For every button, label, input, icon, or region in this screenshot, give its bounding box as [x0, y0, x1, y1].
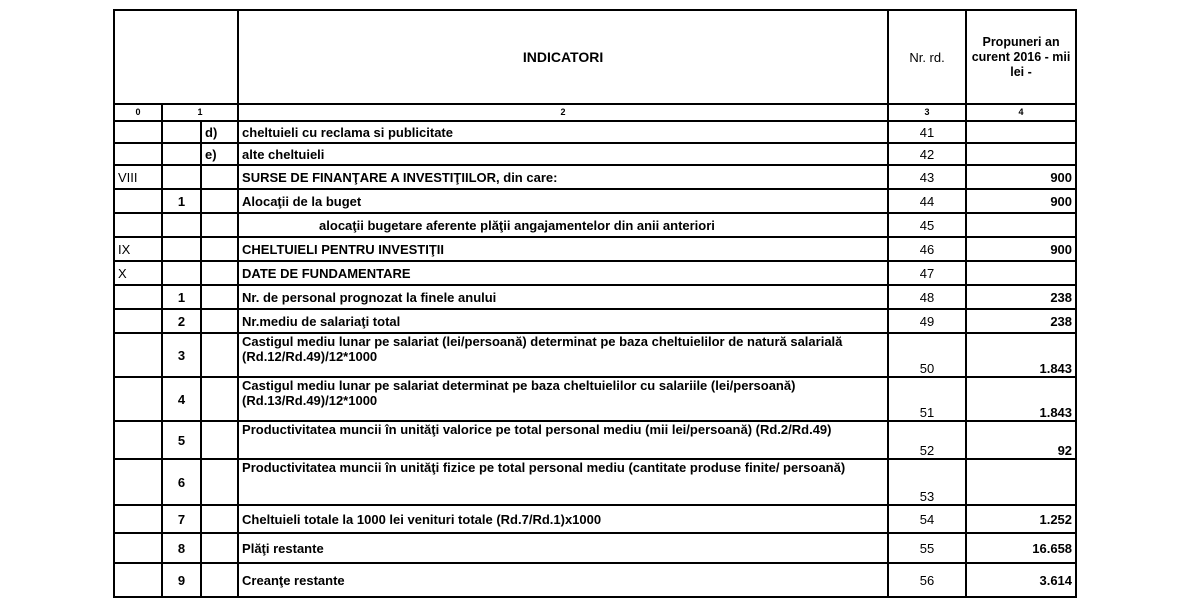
row-value: 1.252: [966, 505, 1076, 533]
table-row: [114, 213, 1076, 237]
table-row: [114, 377, 1076, 421]
row-indicator: DATE DE FUNDAMENTARE: [238, 261, 888, 285]
row-number: [162, 237, 201, 261]
column-number: 4: [966, 104, 1076, 121]
row-letter: [201, 377, 238, 421]
table-row: [114, 285, 1076, 309]
row-number: [162, 213, 201, 237]
row-nr-rd: 54: [888, 505, 966, 533]
row-indicator: alte cheltuieli: [238, 143, 888, 165]
row-number: 9: [162, 563, 201, 597]
row-chapter: [114, 143, 162, 165]
row-value: 900: [966, 165, 1076, 189]
table-row: [114, 165, 1076, 189]
row-nr-rd: 43: [888, 165, 966, 189]
row-indicator: Nr.mediu de salariaţi total: [238, 309, 888, 333]
row-indicator: Nr. de personal prognozat la finele anului: [238, 285, 888, 309]
row-indicator: Productivitatea muncii în unităţi valorice pe total personal mediu (mii lei/persoană) (Rd.2/Rd.49): [238, 421, 888, 459]
row-number: 2: [162, 309, 201, 333]
row-chapter: [114, 309, 162, 333]
row-indicator: Alocaţii de la buget: [238, 189, 888, 213]
table-row: [114, 563, 1076, 597]
row-chapter: IX: [114, 237, 162, 261]
table-row: [114, 189, 1076, 213]
row-indicator: cheltuieli cu reclama si publicitate: [238, 121, 888, 143]
row-indicator: Cheltuieli totale la 1000 lei venituri totale (Rd.7/Rd.1)x1000: [238, 505, 888, 533]
row-value: 3.614: [966, 563, 1076, 597]
header-propuneri: Propuneri an curent 2016 - mii lei -: [966, 10, 1076, 104]
column-number: 0: [114, 104, 162, 121]
row-nr-rd: 45: [888, 213, 966, 237]
row-chapter: [114, 285, 162, 309]
table-row: [114, 309, 1076, 333]
row-value: [966, 261, 1076, 285]
row-number: 5: [162, 421, 201, 459]
row-chapter: [114, 189, 162, 213]
header-nr-rd: Nr. rd.: [888, 10, 966, 104]
row-letter: d): [201, 121, 238, 143]
row-letter: [201, 309, 238, 333]
row-chapter: [114, 333, 162, 377]
row-letter: [201, 421, 238, 459]
header-blank-cell: [114, 10, 238, 104]
row-number: [162, 165, 201, 189]
row-letter: [201, 237, 238, 261]
row-value: 238: [966, 309, 1076, 333]
row-nr-rd: 48: [888, 285, 966, 309]
row-nr-rd: 50: [888, 333, 966, 377]
row-value: [966, 143, 1076, 165]
row-number: [162, 121, 201, 143]
row-number: [162, 143, 201, 165]
row-chapter: [114, 459, 162, 505]
row-letter: [201, 261, 238, 285]
row-letter: [201, 189, 238, 213]
row-value: [966, 459, 1076, 505]
row-nr-rd: 55: [888, 533, 966, 563]
row-nr-rd: 46: [888, 237, 966, 261]
row-chapter: [114, 421, 162, 459]
row-nr-rd: 42: [888, 143, 966, 165]
column-number: 1: [162, 104, 238, 121]
table-row: [114, 143, 1076, 165]
row-indicator: Plăţi restante: [238, 533, 888, 563]
row-indicator: CHELTUIELI PENTRU INVESTIŢII: [238, 237, 888, 261]
row-chapter: X: [114, 261, 162, 285]
row-chapter: [114, 563, 162, 597]
row-value: 16.658: [966, 533, 1076, 563]
row-chapter: [114, 533, 162, 563]
financial-indicators-table: [113, 9, 1077, 598]
row-value: 1.843: [966, 333, 1076, 377]
row-indicator: Productivitatea muncii în unităţi fizice pe total personal mediu (cantitate produse finite/ persoană): [238, 459, 888, 505]
row-number: 4: [162, 377, 201, 421]
header-row: [114, 10, 1076, 104]
row-value: 238: [966, 285, 1076, 309]
row-value: 900: [966, 189, 1076, 213]
table-row: [114, 421, 1076, 459]
column-number: 3: [888, 104, 966, 121]
table-row: [114, 505, 1076, 533]
row-value: 92: [966, 421, 1076, 459]
row-letter: [201, 213, 238, 237]
row-number: 7: [162, 505, 201, 533]
row-value: [966, 121, 1076, 143]
row-letter: [201, 333, 238, 377]
row-letter: e): [201, 143, 238, 165]
row-letter: [201, 459, 238, 505]
row-letter: [201, 533, 238, 563]
table-row: [114, 533, 1076, 563]
row-chapter: [114, 377, 162, 421]
row-indicator: Creanţe restante: [238, 563, 888, 597]
row-nr-rd: 47: [888, 261, 966, 285]
row-value: 1.843: [966, 377, 1076, 421]
table-row: [114, 459, 1076, 505]
header-indicatori: INDICATORI: [238, 10, 888, 104]
row-chapter: [114, 121, 162, 143]
row-number: 3: [162, 333, 201, 377]
row-indicator: Castigul mediu lunar pe salariat determinat pe baza cheltuielilor cu salariile (lei/persoană) (Rd.13/Rd.49)/12*1000: [238, 377, 888, 421]
row-chapter: [114, 213, 162, 237]
row-chapter: VIII: [114, 165, 162, 189]
table-row: [114, 237, 1076, 261]
row-number: 8: [162, 533, 201, 563]
table-row: [114, 261, 1076, 285]
row-nr-rd: 56: [888, 563, 966, 597]
row-letter: [201, 165, 238, 189]
row-value: 900: [966, 237, 1076, 261]
row-indicator: Castigul mediu lunar pe salariat (lei/persoană) determinat pe baza cheltuielilor de natură salarială (Rd.12/Rd.49)/12*1000: [238, 333, 888, 377]
row-number: [162, 261, 201, 285]
row-indicator: SURSE DE FINANŢARE A INVESTIŢIILOR, din care:: [238, 165, 888, 189]
column-number-row: [114, 104, 1076, 121]
row-letter: [201, 285, 238, 309]
row-number: 6: [162, 459, 201, 505]
row-nr-rd: 52: [888, 421, 966, 459]
table-row: [114, 121, 1076, 143]
row-number: 1: [162, 189, 201, 213]
row-nr-rd: 41: [888, 121, 966, 143]
row-value: [966, 213, 1076, 237]
row-indicator: alocaţii bugetare aferente plăţii angajamentelor din anii anteriori: [238, 213, 888, 237]
row-number: 1: [162, 285, 201, 309]
table-row: [114, 333, 1076, 377]
row-letter: [201, 505, 238, 533]
row-nr-rd: 49: [888, 309, 966, 333]
row-chapter: [114, 505, 162, 533]
column-number: 2: [238, 104, 888, 121]
row-nr-rd: 51: [888, 377, 966, 421]
row-nr-rd: 44: [888, 189, 966, 213]
row-letter: [201, 563, 238, 597]
row-nr-rd: 53: [888, 459, 966, 505]
